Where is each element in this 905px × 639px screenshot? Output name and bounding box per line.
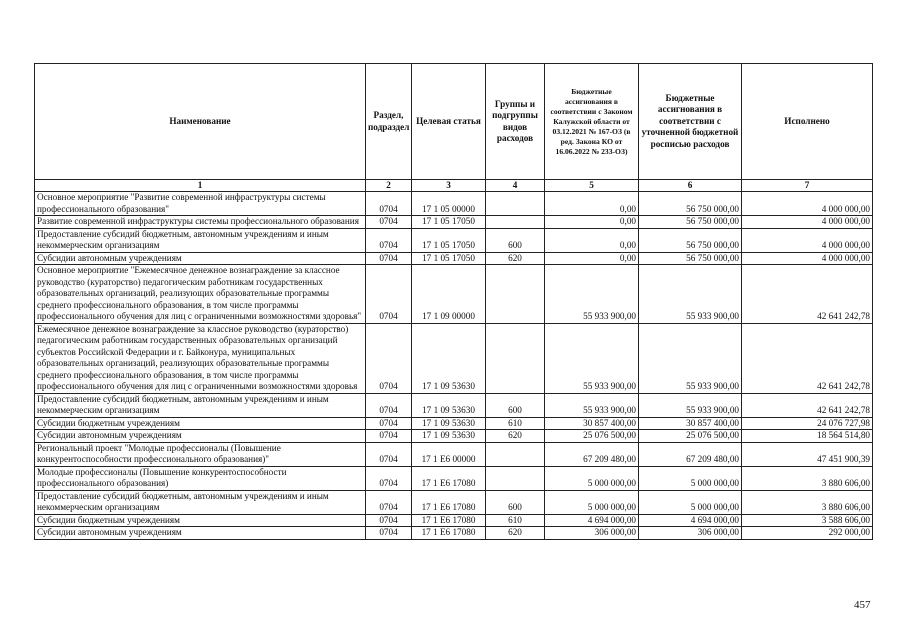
row-refined: 25 076 500,00 bbox=[639, 430, 742, 443]
column-number-row bbox=[35, 180, 873, 192]
row-executed: 3 880 606,00 bbox=[742, 490, 873, 514]
row-section: 0704 bbox=[366, 216, 412, 229]
row-section: 0704 bbox=[366, 490, 412, 514]
row-target: 17 1 09 00000 bbox=[412, 265, 486, 324]
row-target: 17 1 05 17050 bbox=[412, 216, 486, 229]
row-group: 600 bbox=[486, 228, 545, 252]
row-executed: 4 000 000,00 bbox=[742, 216, 873, 229]
table-row bbox=[35, 265, 873, 324]
row-executed: 47 451 900,39 bbox=[742, 442, 873, 466]
row-refined: 55 933 900,00 bbox=[639, 393, 742, 417]
row-law: 0,00 bbox=[545, 192, 639, 216]
row-name: Региональный проект "Молодые профессионалы (Повышение конкурентоспособности профессионального образования)" bbox=[35, 442, 366, 466]
row-law: 30 857 400,00 bbox=[545, 417, 639, 430]
row-group bbox=[486, 323, 545, 393]
row-executed: 42 641 242,78 bbox=[742, 323, 873, 393]
header-executed: Исполнено bbox=[742, 64, 873, 180]
row-name: Предоставление субсидий бюджетным, автономным учреждениям и иным некоммерческим организациям bbox=[35, 393, 366, 417]
row-refined: 56 750 000,00 bbox=[639, 252, 742, 265]
row-refined: 55 933 900,00 bbox=[639, 323, 742, 393]
row-section: 0704 bbox=[366, 228, 412, 252]
table-row bbox=[35, 323, 873, 393]
row-law: 55 933 900,00 bbox=[545, 323, 639, 393]
row-executed: 3 588 606,00 bbox=[742, 514, 873, 527]
row-executed: 4 000 000,00 bbox=[742, 252, 873, 265]
table-row bbox=[35, 228, 873, 252]
row-refined: 4 694 000,00 bbox=[639, 514, 742, 527]
row-name: Предоставление субсидий бюджетным, автономным учреждениям и иным некоммерческим организациям bbox=[35, 490, 366, 514]
row-group bbox=[486, 442, 545, 466]
row-target: 17 1 09 53630 bbox=[412, 417, 486, 430]
row-group: 600 bbox=[486, 393, 545, 417]
row-executed: 42 641 242,78 bbox=[742, 265, 873, 324]
header-name: Наименование bbox=[35, 64, 366, 180]
row-refined: 56 750 000,00 bbox=[639, 216, 742, 229]
row-group: 610 bbox=[486, 514, 545, 527]
row-target: 17 1 E6 17080 bbox=[412, 490, 486, 514]
row-refined: 67 209 480,00 bbox=[639, 442, 742, 466]
header-groups: Группы и подгруппы видов расходов bbox=[486, 64, 545, 180]
table-row bbox=[35, 252, 873, 265]
row-name: Предоставление субсидий бюджетным, автономным учреждениям и иным некоммерческим организациям bbox=[35, 228, 366, 252]
row-section: 0704 bbox=[366, 265, 412, 324]
row-name: Субсидии бюджетным учреждениям bbox=[35, 417, 366, 430]
row-group bbox=[486, 192, 545, 216]
row-group bbox=[486, 466, 545, 490]
row-name: Основное мероприятие "Ежемесячное денежное вознаграждение за классное руководство (кураторство) педагогическим работникам государственных образовательных организаций, реализующих образовательные программы среднего профессионального образования, в том числе программы профессионального обучения для лиц с ограниченными возможностями здоровья" bbox=[35, 265, 366, 324]
row-refined: 56 750 000,00 bbox=[639, 192, 742, 216]
row-refined: 306 000,00 bbox=[639, 527, 742, 540]
row-group: 620 bbox=[486, 527, 545, 540]
row-section: 0704 bbox=[366, 514, 412, 527]
row-section: 0704 bbox=[366, 527, 412, 540]
row-executed: 42 641 242,78 bbox=[742, 393, 873, 417]
row-section: 0704 bbox=[366, 192, 412, 216]
row-group: 610 bbox=[486, 417, 545, 430]
row-target: 17 1 09 53630 bbox=[412, 430, 486, 443]
row-refined: 5 000 000,00 bbox=[639, 466, 742, 490]
table-row bbox=[35, 192, 873, 216]
row-section: 0704 bbox=[366, 393, 412, 417]
row-name: Ежемесячное денежное вознаграждение за классное руководство (кураторство) педагогическим работникам государственных образовательных организаций субъектов Российской Федерации и г. Байконура, муниципальных образовательных организаций, реализующих образовательные программы среднего профессионального образования, в том числе программы профессионального обучения для лиц с ограниченными возможностями здоровья bbox=[35, 323, 366, 393]
row-target: 17 1 E6 17080 bbox=[412, 466, 486, 490]
header-refined-allocations: Бюджетные ассигнования в соответствии с уточненной бюджетной росписью расходов bbox=[639, 64, 742, 180]
row-name: Субсидии автономным учреждениям bbox=[35, 527, 366, 540]
row-target: 17 1 05 00000 bbox=[412, 192, 486, 216]
row-executed: 4 000 000,00 bbox=[742, 228, 873, 252]
row-law: 5 000 000,00 bbox=[545, 490, 639, 514]
row-target: 17 1 05 17050 bbox=[412, 228, 486, 252]
column-number: 5 bbox=[545, 180, 639, 192]
row-refined: 55 933 900,00 bbox=[639, 265, 742, 324]
row-refined: 30 857 400,00 bbox=[639, 417, 742, 430]
row-target: 17 1 E6 17080 bbox=[412, 514, 486, 527]
row-target: 17 1 05 17050 bbox=[412, 252, 486, 265]
row-name: Молодые профессионалы (Повышение конкурентоспособности профессионального образования) bbox=[35, 466, 366, 490]
header-row bbox=[35, 64, 873, 180]
row-law: 5 000 000,00 bbox=[545, 466, 639, 490]
row-refined: 56 750 000,00 bbox=[639, 228, 742, 252]
row-name: Субсидии автономным учреждениям bbox=[35, 252, 366, 265]
row-section: 0704 bbox=[366, 323, 412, 393]
row-name: Субсидии автономным учреждениям bbox=[35, 430, 366, 443]
row-section: 0704 bbox=[366, 466, 412, 490]
column-number: 6 bbox=[639, 180, 742, 192]
row-law: 0,00 bbox=[545, 216, 639, 229]
row-name: Субсидии бюджетным учреждениям bbox=[35, 514, 366, 527]
row-law: 55 933 900,00 bbox=[545, 265, 639, 324]
column-number: 3 bbox=[412, 180, 486, 192]
row-executed: 3 880 606,00 bbox=[742, 466, 873, 490]
table-row bbox=[35, 527, 873, 540]
header-target: Целевая статья bbox=[412, 64, 486, 180]
row-section: 0704 bbox=[366, 252, 412, 265]
table-row bbox=[35, 393, 873, 417]
row-law: 4 694 000,00 bbox=[545, 514, 639, 527]
row-section: 0704 bbox=[366, 430, 412, 443]
budget-table bbox=[34, 63, 873, 540]
row-executed: 292 000,00 bbox=[742, 527, 873, 540]
row-executed: 4 000 000,00 bbox=[742, 192, 873, 216]
row-law: 67 209 480,00 bbox=[545, 442, 639, 466]
row-group: 600 bbox=[486, 490, 545, 514]
header-section: Раздел, подраздел bbox=[366, 64, 412, 180]
row-law: 0,00 bbox=[545, 228, 639, 252]
row-group: 620 bbox=[486, 252, 545, 265]
header-law-allocations: Бюджетные ассигнования в соответствии с Законом Калужской области от 03.12.2021 № 167-ОЗ (в ред. Закона КО от 16.06.2022 № 233-ОЗ) bbox=[545, 64, 639, 180]
row-executed: 24 076 727,98 bbox=[742, 417, 873, 430]
column-number: 4 bbox=[486, 180, 545, 192]
table-row bbox=[35, 417, 873, 430]
row-section: 0704 bbox=[366, 417, 412, 430]
row-law: 25 076 500,00 bbox=[545, 430, 639, 443]
row-group bbox=[486, 216, 545, 229]
table-row bbox=[35, 442, 873, 466]
row-law: 0,00 bbox=[545, 252, 639, 265]
column-number: 7 bbox=[742, 180, 873, 192]
row-target: 17 1 09 53630 bbox=[412, 393, 486, 417]
row-group: 620 bbox=[486, 430, 545, 443]
row-law: 55 933 900,00 bbox=[545, 393, 639, 417]
row-law: 306 000,00 bbox=[545, 527, 639, 540]
table-row bbox=[35, 514, 873, 527]
table-row bbox=[35, 490, 873, 514]
table-row bbox=[35, 216, 873, 229]
column-number: 2 bbox=[366, 180, 412, 192]
row-target: 17 1 E6 17080 bbox=[412, 527, 486, 540]
row-group bbox=[486, 265, 545, 324]
row-target: 17 1 09 53630 bbox=[412, 323, 486, 393]
page-number: 457 bbox=[854, 599, 871, 611]
row-executed: 18 564 514,80 bbox=[742, 430, 873, 443]
row-refined: 5 000 000,00 bbox=[639, 490, 742, 514]
column-number: 1 bbox=[35, 180, 366, 192]
row-name: Развитие современной инфраструктуры системы профессионального образования bbox=[35, 216, 366, 229]
row-section: 0704 bbox=[366, 442, 412, 466]
table-row bbox=[35, 466, 873, 490]
row-name: Основное мероприятие "Развитие современной инфраструктуры системы профессионального образования" bbox=[35, 192, 366, 216]
row-target: 17 1 E6 00000 bbox=[412, 442, 486, 466]
table-row bbox=[35, 430, 873, 443]
